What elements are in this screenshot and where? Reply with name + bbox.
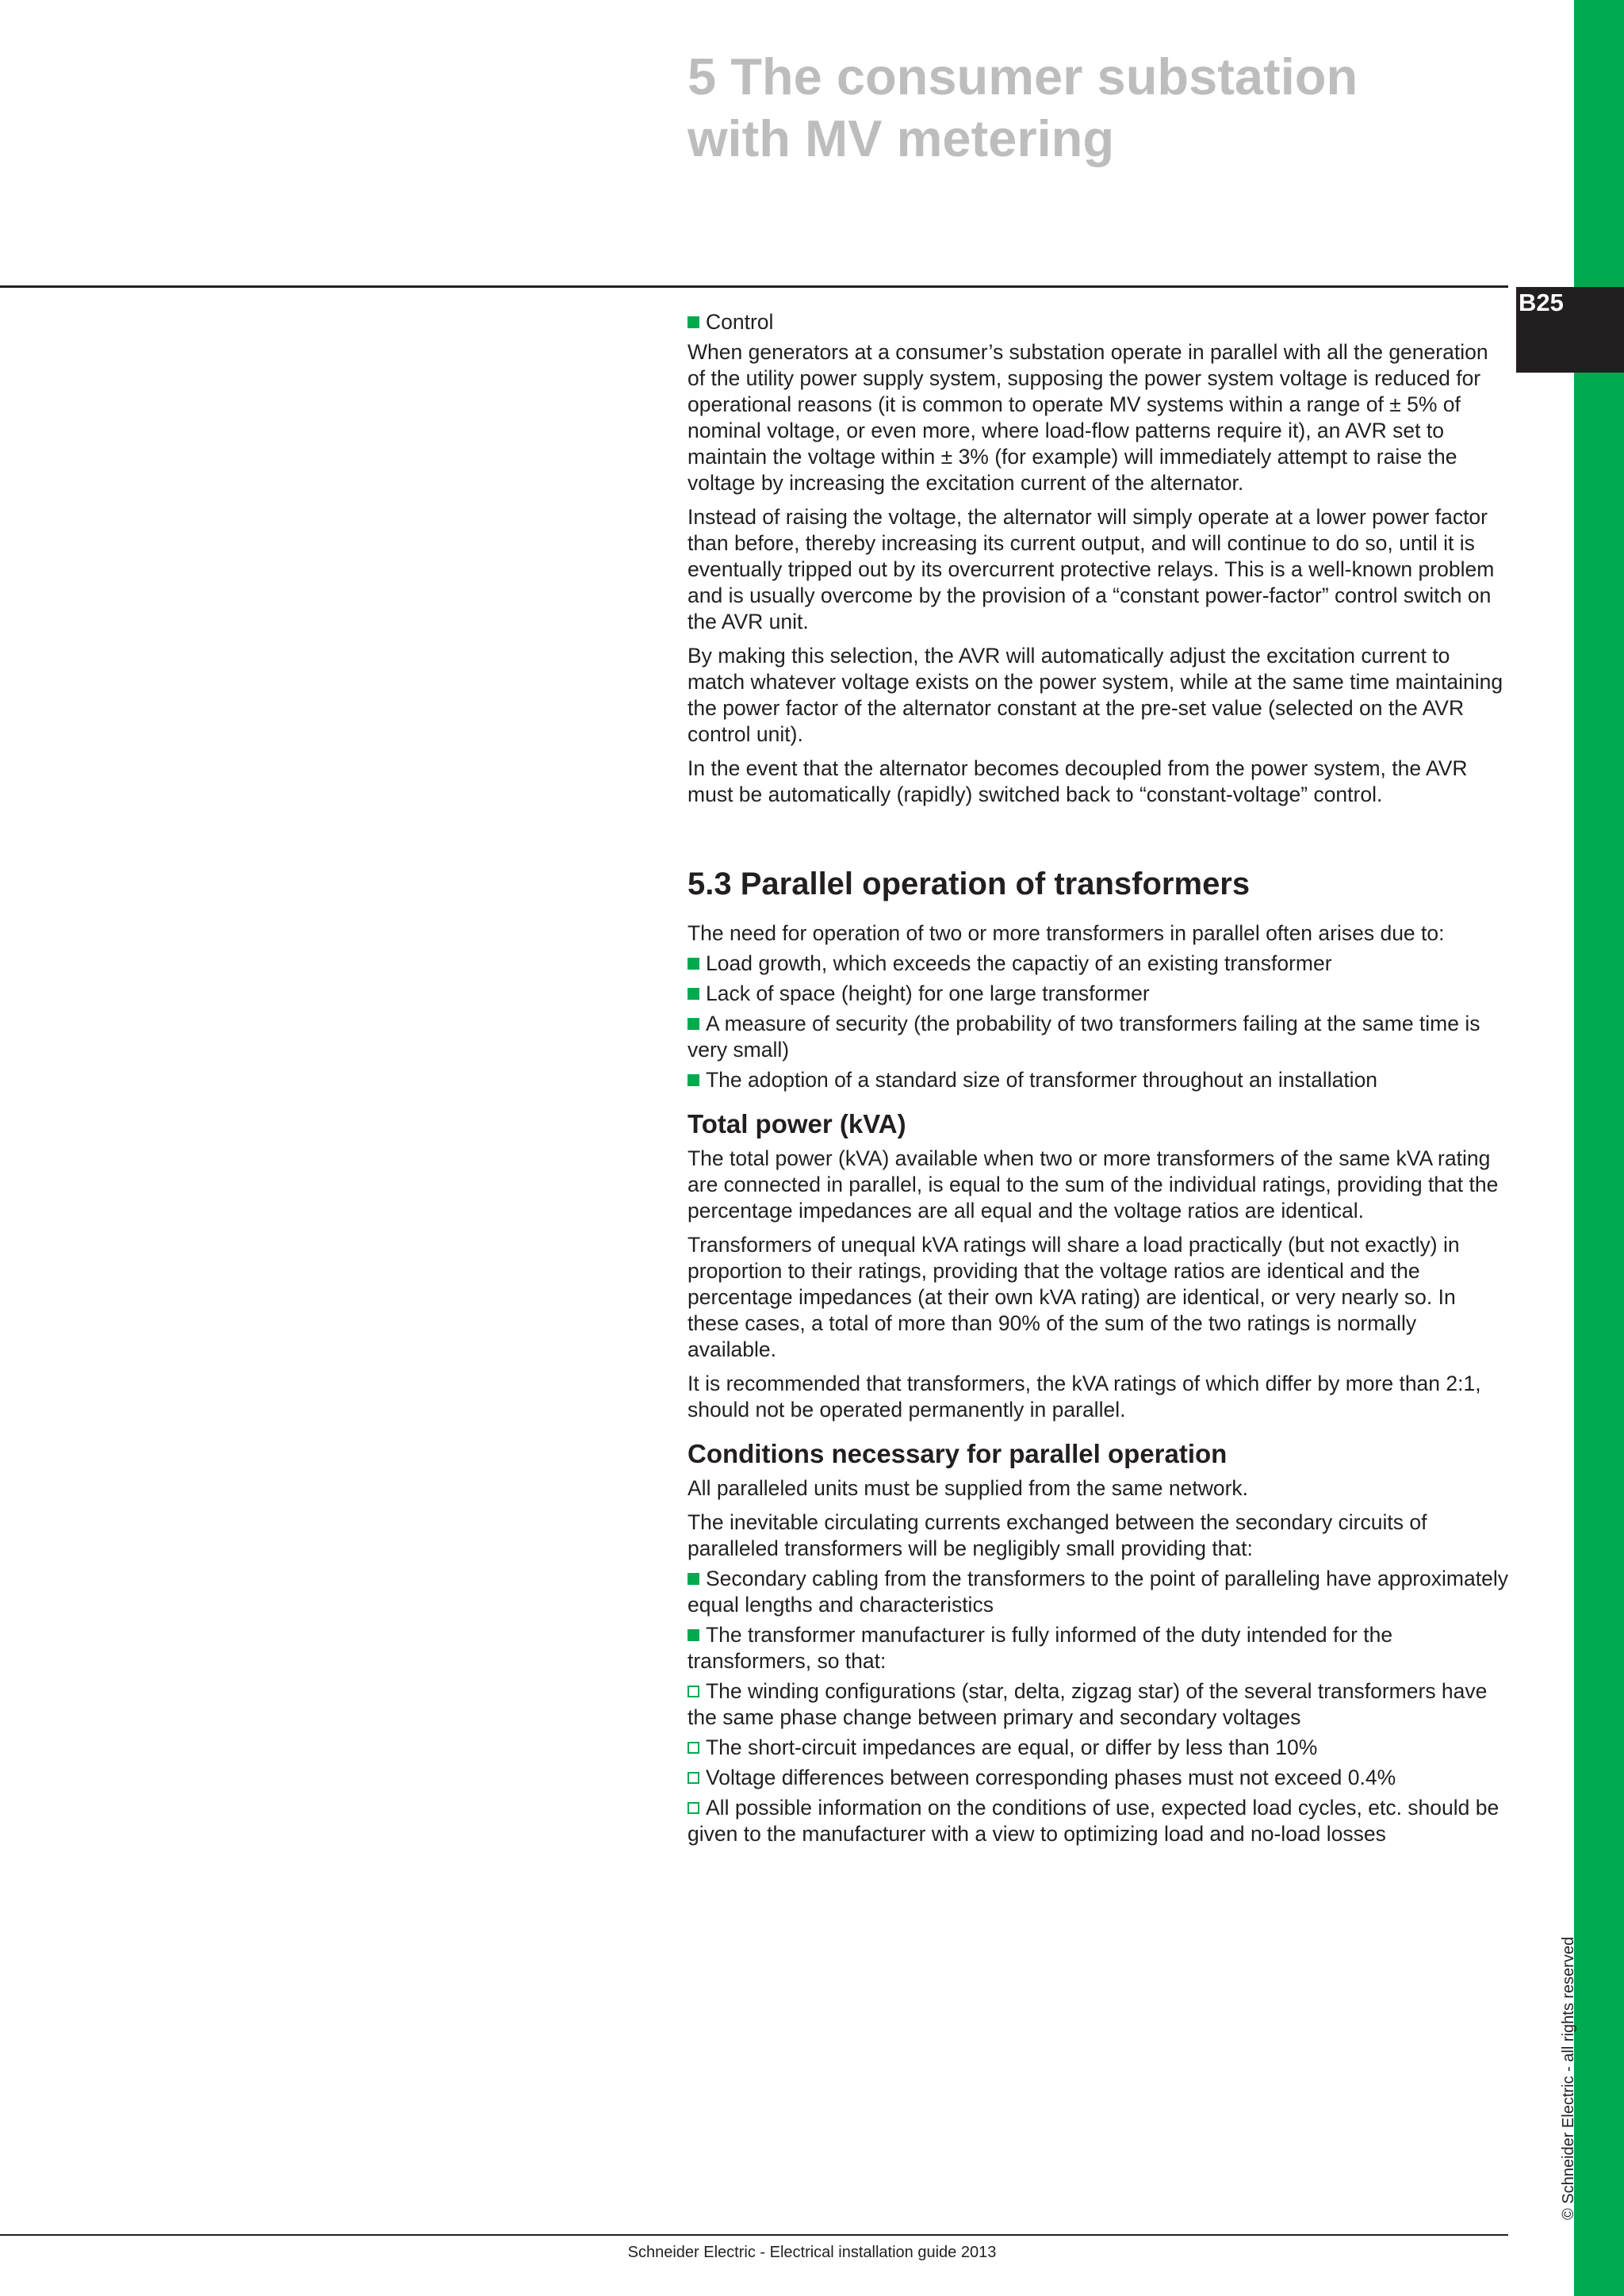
sub-list-item: [688, 1735, 1508, 1761]
bullet-open-square-icon: [688, 1772, 699, 1784]
list-item: [688, 1566, 1508, 1618]
page-footer: Schneider Electric - Electrical installation guide 2013: [627, 2244, 997, 2261]
sub-list-item-text: The winding configurations (star, delta, zigzag star) of the several transformers have the same phase change between primary and secondary voltages: [688, 1679, 1488, 1729]
bullet-square-icon: [688, 1018, 699, 1030]
conditions-paragraph: The inevitable circulating currents exchanged between the secondary circuits of paralleled transformers will be negligibly small providing that:: [688, 1510, 1427, 1560]
sub-list-item-text: All possible information on the conditions of use, expected load cycles, etc. should be given to the manufacturer with a view to optimizing load and no-load losses: [688, 1796, 1500, 1846]
list-item: [688, 1067, 1508, 1093]
control-bullet: [688, 309, 1508, 335]
sub-list-item: [688, 1795, 1508, 1847]
subheading-total-power: Total power (kVA): [688, 1109, 906, 1138]
control-paragraph: By making this selection, the AVR will automatically adjust the excitation current to match whatever voltage exists on the power system, while at the same time maintaining the power factor of the alternator constant at the pre-set value (selected on the AVR control unit).: [688, 644, 1503, 746]
bullet-square-icon: [688, 988, 699, 1000]
list-item-text: Secondary cabling from the transformers to the point of paralleling have approximately equal lengths and characteristics: [688, 1567, 1508, 1617]
list-item-text: Load growth, which exceeds the capactiy of an existing transformer: [706, 951, 1332, 975]
list-item: [688, 951, 1508, 977]
sub-list-item-text: Voltage differences between corresponding phases must not exceed 0.4%: [706, 1766, 1396, 1789]
list-item: [688, 1011, 1508, 1063]
control-bullet-label: Control: [706, 310, 774, 334]
bullet-open-square-icon: [688, 1742, 699, 1754]
total-power-paragraph: Transformers of unequal kVA ratings will share a load practically (but not exactly) in proportion to their ratings, providing that the voltage ratios are identical and the percentage impedances (at their own kVA rating) are identical, or very nearly so. In these cases, a total of more than 90% of the sum of the two ratings is normally available.: [688, 1233, 1460, 1361]
subheading-conditions: Conditions necessary for parallel operation: [688, 1439, 1228, 1468]
chapter-title-line-1: 5 The consumer substation: [688, 48, 1358, 105]
bullet-open-square-icon: [688, 1802, 699, 1814]
bullet-square-icon: [688, 1629, 699, 1641]
bullet-square-icon: [688, 316, 699, 328]
list-item-text: The adoption of a standard size of transformer throughout an installation: [706, 1068, 1378, 1092]
page-number-tab: [1516, 287, 1624, 373]
page-number: B25: [1519, 289, 1564, 316]
list-item-text: Lack of space (height) for one large transformer: [706, 982, 1150, 1005]
list-item: [688, 1622, 1508, 1674]
bullet-square-icon: [688, 1074, 699, 1086]
bullet-square-icon: [688, 1573, 699, 1585]
total-power-paragraph: It is recommended that transformers, the kVA ratings of which differ by more than 2:1, should not be operated permanently in parallel.: [688, 1372, 1481, 1422]
copyright-notice: © Schneider Electric - all rights reserved: [1560, 1936, 1577, 2220]
section-intro: The need for operation of two or more transformers in parallel often arises due to:: [688, 921, 1445, 945]
bullet-square-icon: [688, 958, 699, 970]
chapter-title-line-2: with MV metering: [688, 109, 1115, 167]
header-rule: [0, 285, 1508, 288]
section-heading-5-3: 5.3 Parallel operation of transformers: [688, 867, 1251, 901]
control-paragraph: When generators at a consumer’s substation operate in parallel with all the generation of the utility power supply system, supposing the power system voltage is reduced for operational reasons (it is common to operate MV systems within a range of ± 5% of nominal voltage, or even more, where load-flow patterns require it), an AVR set to maintain the voltage within ± 3% (for example) will immediately attempt to raise the voltage by increasing the excitation current of the alternator.: [688, 340, 1488, 495]
list-item-text: The transformer manufacturer is fully informed of the duty intended for the transformers, so that:: [688, 1623, 1393, 1673]
control-paragraph: In the event that the alternator becomes decoupled from the power system, the AVR must be automatically (rapidly) switched back to “constant-voltage” control.: [688, 756, 1468, 806]
list-item-text: A measure of security (the probability of two transformers failing at the same time is very small): [688, 1012, 1480, 1062]
list-item: [688, 981, 1508, 1007]
footer-rule: [0, 2234, 1508, 2236]
control-paragraph: Instead of raising the voltage, the alternator will simply operate at a lower power factor than before, thereby increasing its current output, and will continue to do so, until it is eventually tripped out by its overcurrent protective relays. This is a well-known problem and is usually overcome by the provision of a “constant power-factor” control switch on the AVR unit.: [688, 505, 1495, 633]
main-content: [688, 309, 1508, 1851]
sub-list-item: [688, 1765, 1508, 1791]
sub-list-item: [688, 1678, 1508, 1731]
conditions-paragraph: All paralleled units must be supplied from the same network.: [688, 1476, 1249, 1500]
chapter-title: [688, 46, 1480, 170]
bullet-open-square-icon: [688, 1686, 699, 1697]
total-power-paragraph: The total power (kVA) available when two or more transformers of the same kVA rating are connected in parallel, is equal to the sum of the individual ratings, providing that the percentage impedances are all equal and the voltage ratios are identical.: [688, 1146, 1499, 1223]
sub-list-item-text: The short-circuit impedances are equal, or differ by less than 10%: [706, 1735, 1318, 1759]
